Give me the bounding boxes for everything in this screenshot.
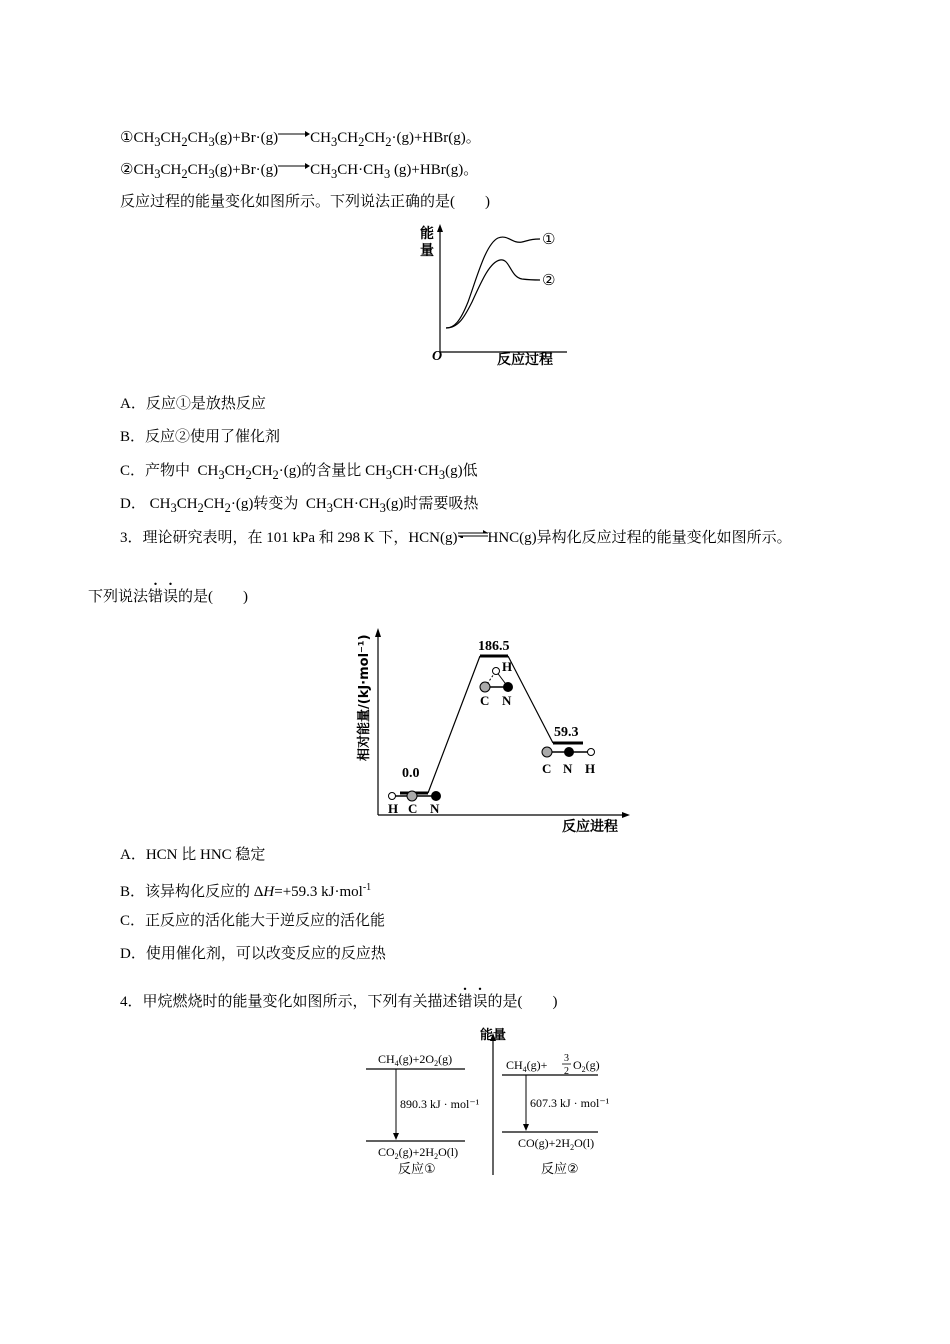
curve-2-label: ②: [542, 271, 556, 289]
question-3-ask: 下列说法错误的是( ): [88, 589, 249, 605]
left-bottom-label: $CO_2(g)+2H_2O(l)$: [378, 1145, 459, 1161]
hcn-molecule: [388, 791, 441, 816]
graph-xlabel: 反应过程: [497, 352, 553, 368]
profile-line: [428, 656, 553, 793]
svg-text:C: C: [542, 761, 552, 776]
level-start-value: 0.0: [402, 766, 420, 781]
svg-text:2: 2: [564, 1066, 569, 1077]
svg-text:O2(g): $O_2(g)$: [573, 1058, 600, 1074]
svg-text:N: N: [430, 801, 440, 816]
svg-text:C: C: [408, 801, 418, 816]
right-top-label: $CH_4(g)+$: [506, 1058, 548, 1074]
q3-option-b[interactable]: B．该异构化反应的 ΔH=+59.3 kJ·mol$^{-1}$: [120, 882, 372, 900]
level-end-value: 59.3: [554, 725, 579, 740]
level-ts-value: 186.5: [478, 639, 510, 654]
graph-ylabel-2: 量: [420, 243, 434, 259]
curve-1: [446, 237, 540, 328]
svg-text:N: N: [502, 693, 512, 708]
right-bottom-label: $CO(g)+2H_2O(l)$: [518, 1136, 595, 1152]
graph-origin: O: [432, 349, 443, 364]
svg-text:C: C: [480, 693, 490, 708]
left-caption: 反应①: [398, 1162, 436, 1177]
chart-ylabel: 相对能量/(kJ·mol⁻¹): [357, 634, 372, 761]
energy-profile-graph: [412, 222, 582, 372]
equation-1: $①CH_3CH_2CH_3(g)+Br\cdot(g)$ $CH_3CH_2CH_2\cdot(g)+HBr(g)$。: [120, 130, 481, 149]
svg-text:H: H: [388, 801, 399, 816]
methane-combustion-diagram: [360, 1025, 640, 1180]
q2-option-a[interactable]: A．反应①是放热反应: [120, 396, 266, 412]
right-caption: 反应②: [541, 1162, 579, 1177]
right-value: 607.3 kJ · mol⁻¹: [530, 1096, 610, 1110]
q2-option-c[interactable]: C．产物中 $CH_3CH_2CH_2\cdot(g)$的含量比 $CH_3CH\cdot CH_3(g)$低: [120, 463, 478, 482]
left-value: 890.3 kJ · mol⁻¹: [400, 1097, 480, 1111]
svg-text:H: H: [502, 659, 513, 674]
transition-state: [480, 659, 513, 708]
question-3-stem: 3．理论研究表明，在 101 kPa 和 298 K 下，HCN(g) HNC(g)异构化反应过程的能量变化如图所示。: [120, 530, 792, 546]
chart-xlabel: 反应进程: [562, 819, 618, 835]
isomerization-energy-chart: [350, 625, 650, 840]
graph-ylabel-1: 能: [420, 226, 434, 242]
left-top-label: $CH_4(g)+2O_2(g)$: [378, 1052, 453, 1068]
svg-text:N: N: [563, 761, 573, 776]
q3-option-d[interactable]: D．使用催化剂，可以改变反应的反应热: [120, 946, 386, 962]
svg-text:3: 3: [564, 1053, 569, 1064]
q3-option-a[interactable]: A．HCN 比 HNC 稳定: [120, 847, 266, 863]
hnc-molecule: [542, 747, 595, 776]
curve-1-label: ①: [542, 230, 556, 248]
equation-2: $②CH_3CH_2CH_3(g)+Br\cdot(g)$ $CH_3CH\cdot CH_3$ (g)+HBr(g)。: [120, 162, 479, 181]
q2-option-b[interactable]: B．反应②使用了催化剂: [120, 429, 281, 445]
q3-option-c[interactable]: C．正反应的活化能大于逆反应的活化能: [120, 913, 386, 929]
question-2-stem: 反应过程的能量变化如图所示。下列说法正确的是( ): [120, 194, 490, 210]
q2-option-d[interactable]: D． $CH_3CH_2CH_2\cdot(g)$转变为 $CH_3CH\cdot CH_3(g)$时需要吸热: [120, 496, 479, 515]
svg-text:H: H: [585, 761, 596, 776]
question-4-stem: 4．甲烷燃烧时的能量变化如图所示，下列有关描述错误的是( ): [120, 994, 558, 1010]
diagram-ylabel: 能量: [480, 1028, 507, 1043]
